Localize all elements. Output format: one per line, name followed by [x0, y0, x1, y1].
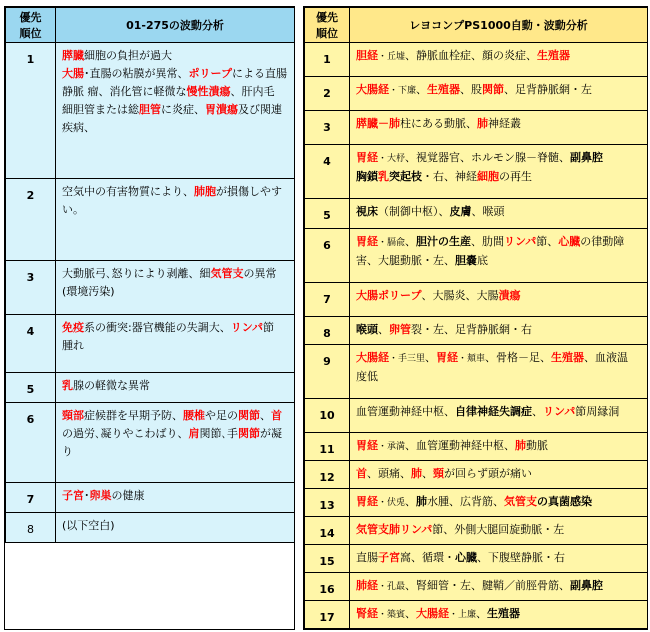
right-row-rank: 15 — [305, 545, 350, 573]
left-row-rank: 5 — [6, 373, 56, 403]
left-header-title: 01-275の波動分析 — [56, 8, 295, 43]
right-row-rank: 11 — [305, 433, 350, 461]
right-row-rank: 3 — [305, 111, 350, 145]
right-analysis-table — [304, 7, 648, 629]
right-row-rank: 12 — [305, 461, 350, 489]
right-table-row — [305, 545, 648, 573]
right-table-row — [305, 43, 648, 77]
right-analysis-panel — [303, 6, 648, 630]
right-row-rank: 8 — [305, 317, 350, 345]
right-table-row — [305, 111, 648, 145]
right-row-rank: 10 — [305, 399, 350, 433]
left-row-rank: 1 — [6, 43, 56, 179]
left-table-body — [6, 43, 295, 543]
right-table-row — [305, 345, 648, 399]
right-row-analysis-text: 胃経・承満、血管運動神経中枢、肺動脈 — [350, 433, 648, 461]
right-table-row — [305, 461, 648, 489]
right-row-analysis-text: 気管支肺リンパ節、外側大腿回旋動脈・左 — [350, 517, 648, 545]
left-row-analysis-text: (以下空白) — [56, 513, 295, 543]
right-row-rank: 17 — [305, 601, 350, 629]
right-row-rank: 16 — [305, 573, 350, 601]
right-table-row — [305, 317, 648, 345]
left-row-rank: 2 — [6, 179, 56, 261]
right-row-analysis-text: 大腸ポリープ、大腸炎、大腸潰瘍 — [350, 283, 648, 317]
left-table-row — [6, 403, 295, 483]
left-table-row — [6, 179, 295, 261]
right-table-row — [305, 229, 648, 283]
right-row-rank: 5 — [305, 199, 350, 229]
right-row-rank: 6 — [305, 229, 350, 283]
right-header-title: レヨコンプPS1000自動・波動分析 — [350, 8, 648, 43]
right-row-rank: 14 — [305, 517, 350, 545]
left-row-rank: 6 — [6, 403, 56, 483]
right-row-rank: 7 — [305, 283, 350, 317]
left-row-analysis-text: 頸部症候群を早期予防、腰椎や足の関節、首 の過労､凝りやこわばり、肩関節､手関節が凝 り — [56, 403, 295, 483]
right-row-rank: 13 — [305, 489, 350, 517]
left-table-row — [6, 43, 295, 179]
right-table-row — [305, 573, 648, 601]
right-row-rank: 4 — [305, 145, 350, 199]
right-row-analysis-text: 胃経・伏兎、肺水腫、広背筋、気管支の真菌感染 — [350, 489, 648, 517]
left-row-analysis-text: 乳腺の軽微な異常 — [56, 373, 295, 403]
left-table-row — [6, 261, 295, 315]
left-analysis-panel — [4, 6, 295, 630]
right-row-analysis-text: 視床（制御中枢）、皮膚、喉頭 — [350, 199, 648, 229]
left-header-rank: 優先 順位 — [6, 8, 56, 43]
left-table-row — [6, 483, 295, 513]
right-table-row — [305, 77, 648, 111]
right-row-analysis-text: 膵臓－肺柱にある動脈、肺神経叢 — [350, 111, 648, 145]
right-row-analysis-text: 血管運動神経中枢、自律神経失調症、リンパ節周縁洞 — [350, 399, 648, 433]
left-table-row — [6, 315, 295, 373]
left-row-analysis-text: 膵臓細胞の負担が過大 大腸･直腸の粘膜が異常、ポリープによる直腸 静脈 瘤、消化管に軽微な慢性潰瘍、肝内毛 細胆管または総胆管に炎症、胃潰瘍及び関連 疾病、 — [56, 43, 295, 179]
right-row-analysis-text: 腎経・築賓、大腸経・上廉、生殖器 — [350, 601, 648, 629]
right-row-rank: 2 — [305, 77, 350, 111]
right-row-analysis-text: 胆経・丘墟、静脈血栓症、顔の炎症、生殖器 — [350, 43, 648, 77]
right-table-row — [305, 489, 648, 517]
left-row-rank: 8 — [6, 513, 56, 543]
left-table-row — [6, 513, 295, 543]
right-header-rank: 優先 順位 — [305, 8, 350, 43]
left-row-analysis-text: 空気中の有害物質により、肺胞が損傷しやすい。 — [56, 179, 295, 261]
left-row-analysis-text: 子宮･卵巣の健康 — [56, 483, 295, 513]
left-analysis-table — [5, 7, 295, 543]
left-row-rank: 7 — [6, 483, 56, 513]
right-table-row — [305, 433, 648, 461]
left-row-rank: 3 — [6, 261, 56, 315]
right-table-row — [305, 601, 648, 629]
right-row-analysis-text: 大腸経・下廉、生殖器、股関節、足背静脈網・左 — [350, 77, 648, 111]
right-row-analysis-text: 肺経・孔最、腎細管・左、腱鞘／前脛骨筋、副鼻腔 — [350, 573, 648, 601]
right-row-analysis-text: 大腸経・手三里、胃経・頬車、骨格－足、生殖器、血液温 度低 — [350, 345, 648, 399]
left-row-analysis-text: 大動脈弓､怒りにより剥離、細気管支の異常 (環境汚染) — [56, 261, 295, 315]
left-row-rank: 4 — [6, 315, 56, 373]
right-row-analysis-text: 胃経・膈兪、胆汁の生産、肋間リンパ節、心臓の律動障 害、大腿動脈・左、胆嚢底 — [350, 229, 648, 283]
right-table-body — [305, 43, 648, 629]
left-row-analysis-text: 免疫系の衝突:器官機能の失調大、リンパ節 腫れ — [56, 315, 295, 373]
left-table-row — [6, 373, 295, 403]
right-row-analysis-text: 胃経・大杼、視覚器官、ホルモン腺－脊髄、副鼻腔 胸鎖乳突起枝・右、神経細胞の再生 — [350, 145, 648, 199]
right-table-row — [305, 283, 648, 317]
right-row-analysis-text: 直腸子宮窩、循環・心臓、下腹壁静脈・右 — [350, 545, 648, 573]
right-table-row — [305, 145, 648, 199]
right-row-rank: 9 — [305, 345, 350, 399]
right-row-rank: 1 — [305, 43, 350, 77]
right-table-row — [305, 517, 648, 545]
right-table-row — [305, 399, 648, 433]
right-row-analysis-text: 首、頭痛、肺、頸が回らず頭が痛い — [350, 461, 648, 489]
right-table-row — [305, 199, 648, 229]
right-row-analysis-text: 喉頭、卵管裂・左、足背静脈網・右 — [350, 317, 648, 345]
